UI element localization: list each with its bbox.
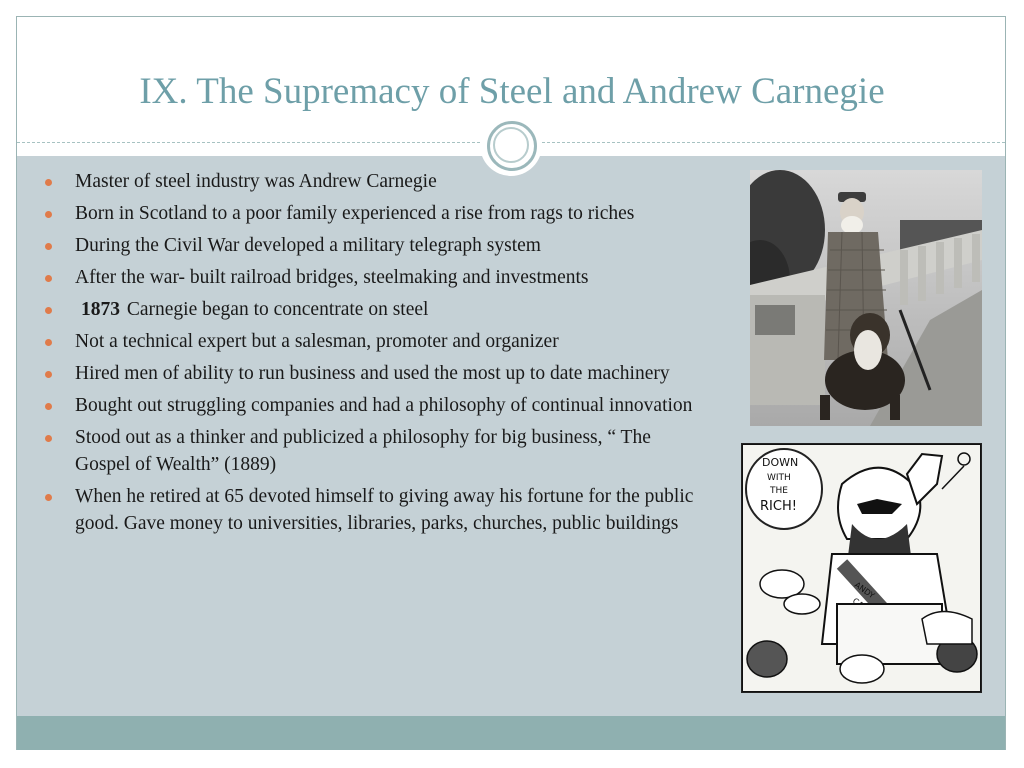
bullet-item [45, 328, 705, 355]
bullet-text: When he retired at 65 devoted himself to giving away his fortune for the public good. Gave money to universities, libraries, parks, churches, public buildings [75, 486, 694, 534]
bullet-item [45, 264, 705, 291]
slide-title: IX. The Supremacy of Steel and Andrew Carnegie [139, 71, 885, 112]
bullet-year: 1873 [81, 299, 120, 320]
svg-text:WITH: WITH [767, 473, 791, 483]
bullet-item [45, 392, 705, 419]
bullet-dot-icon [45, 307, 52, 314]
bullet-dot-icon [45, 435, 52, 442]
bullet-item [45, 232, 705, 259]
bullet-dot-icon [45, 275, 52, 282]
bullet-list [45, 168, 705, 542]
bullet-text: After the war- built railroad bridges, steelmaking and investments [75, 267, 589, 288]
svg-text:ANDY: ANDY [852, 580, 877, 601]
bullet-item [45, 483, 705, 537]
bullet-text: During the Civil War developed a military telegraph system [75, 235, 541, 256]
bullet-text: Not a technical expert but a salesman, promoter and organizer [75, 331, 559, 352]
bullet-text: Hired men of ability to run business and used the most up to date machinery [75, 363, 670, 384]
bullet-text: Carnegie began to concentrate on steel [126, 299, 429, 320]
bullet-item [45, 296, 705, 323]
bullet-dot-icon [45, 339, 52, 346]
bullet-dot-icon [45, 494, 52, 501]
bullet-text: Stood out as a thinker and publicized a philosophy for big business, “ The Gospel of Wealth” (1889) [75, 427, 651, 475]
bullet-text: Bought out struggling companies and had a philosophy of continual innovation [75, 395, 693, 416]
svg-text:RICH!: RICH! [760, 499, 797, 514]
bullet-dot-icon [45, 243, 52, 250]
bullet-dot-icon [45, 179, 52, 186]
bullet-dot-icon [45, 403, 52, 410]
bullet-item [45, 360, 705, 387]
bullet-item [45, 168, 705, 195]
circle-ornament-inner [493, 127, 529, 163]
bullet-dot-icon [45, 211, 52, 218]
carnegie-photo [750, 170, 982, 426]
bullet-text: Born in Scotland to a poor family experienced a rise from rags to riches [75, 203, 635, 224]
svg-text:DOWN: DOWN [762, 456, 799, 469]
bullet-item [45, 200, 705, 227]
bullet-dot-icon [45, 371, 52, 378]
bullet-text: Master of steel industry was Andrew Carnegie [75, 171, 437, 192]
footer-band [17, 716, 1005, 750]
bullet-item [45, 424, 705, 478]
anti-rich-cartoon [741, 443, 982, 693]
svg-text:THE: THE [770, 486, 788, 496]
